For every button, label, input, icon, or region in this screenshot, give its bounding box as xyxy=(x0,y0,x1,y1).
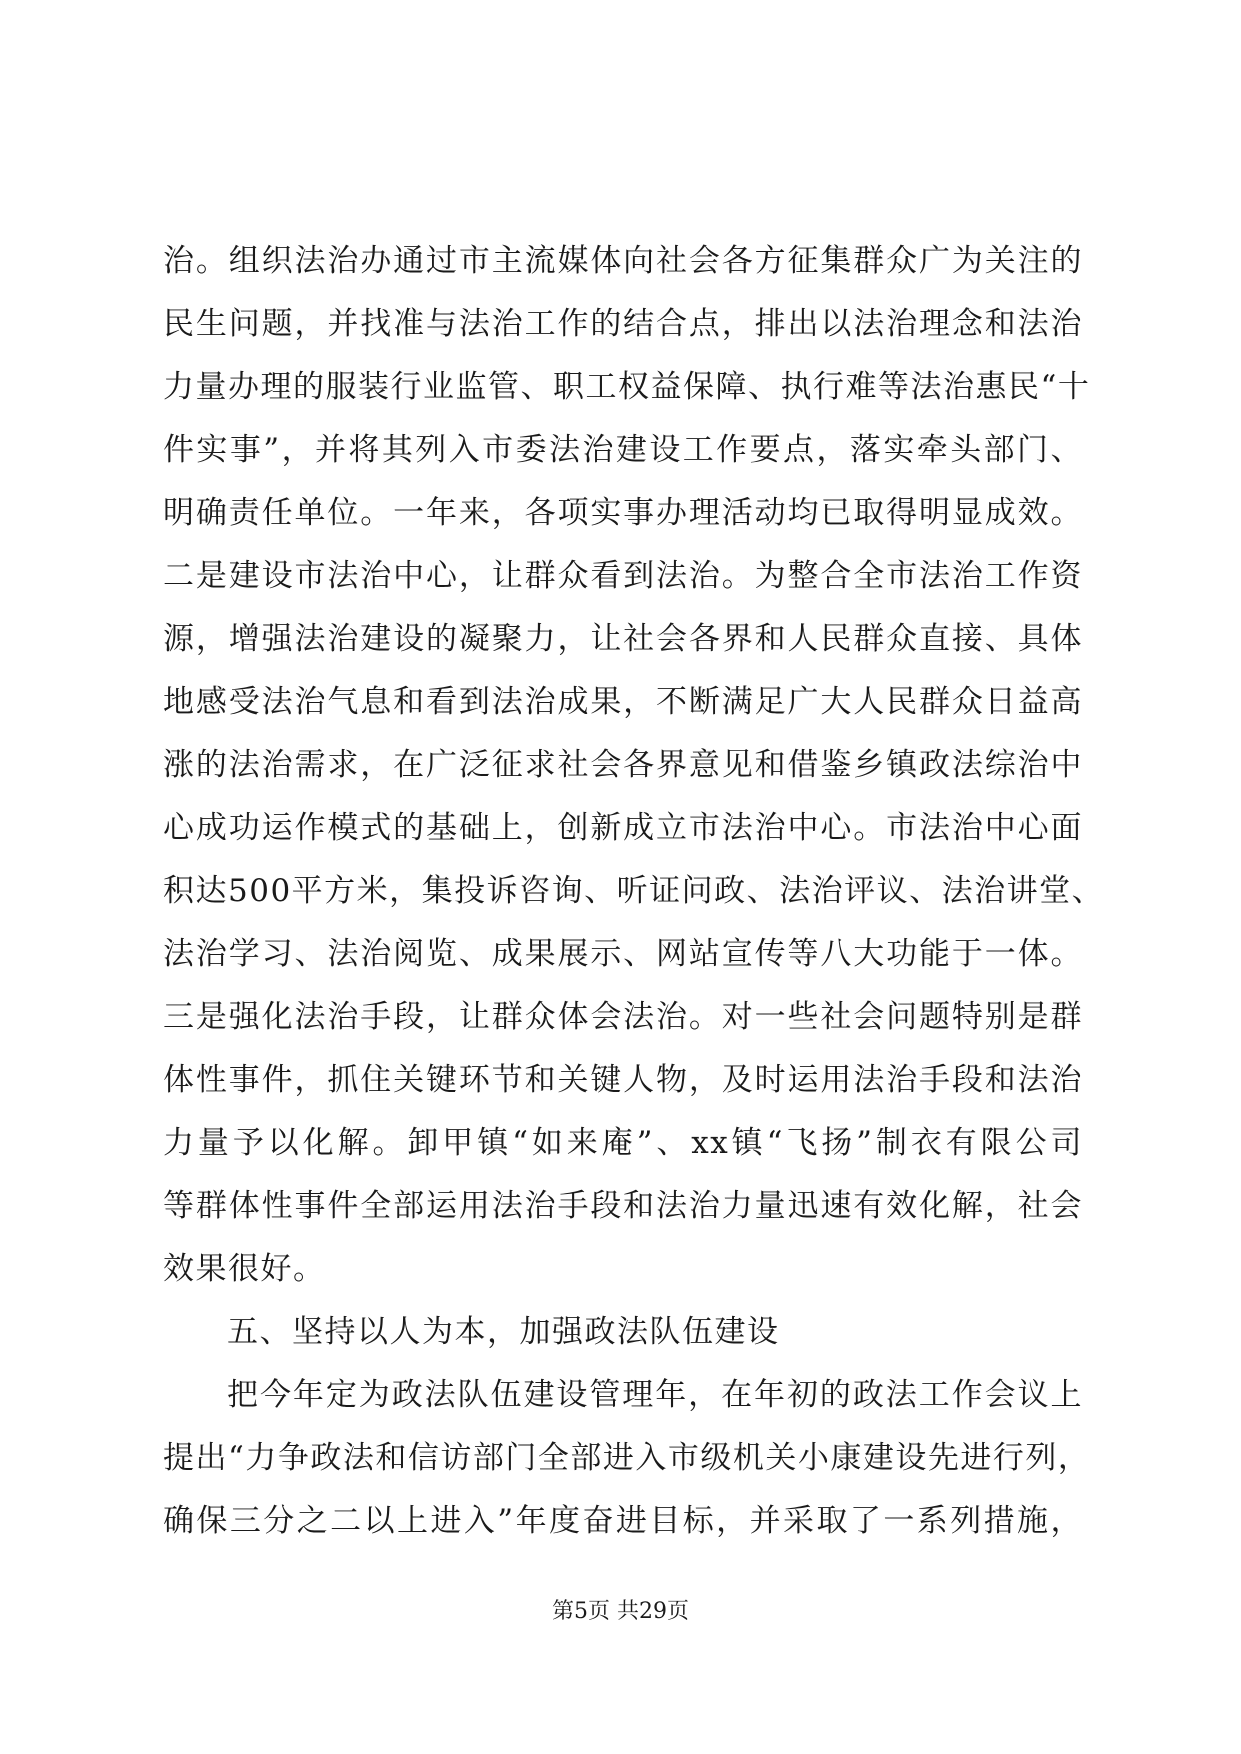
text-line: 三是强化法治手段，让群众体会法治。对一些社会问题特别是群 xyxy=(163,999,1083,1035)
text-line: 确保三分之二以上进入”年度奋进目标，并采取了一系列措施， xyxy=(163,1503,1083,1539)
text-line: 体性事件，抓住关键环节和关键人物，及时运用法治手段和法治 xyxy=(163,1062,1083,1098)
text-line: 治。组织法治办通过市主流媒体向社会各方征集群众广为关注的 xyxy=(163,243,1083,279)
text-line: 明确责任单位。一年来，各项实事办理活动均已取得明显成效。 xyxy=(163,495,1083,531)
text-line: 力量办理的服装行业监管、职工权益保障、执行难等法治惠民“十 xyxy=(163,369,1091,405)
text-line: 提出“力争政法和信访部门全部进入市级机关小康建设先进行列， xyxy=(163,1440,1091,1476)
text-line: 效果很好。 xyxy=(163,1251,326,1287)
text-line: 等群体性事件全部运用法治手段和法治力量迅速有效化解，社会 xyxy=(163,1188,1083,1224)
text-line: 地感受法治气息和看到法治成果，不断满足广大人民群众日益高 xyxy=(163,684,1083,720)
text-line: 力量予以化解。卸甲镇“如来庵”、xx镇“飞扬”制衣有限公司 xyxy=(163,1125,1083,1161)
text-line: 民生问题，并找准与法治工作的结合点，排出以法治理念和法治 xyxy=(163,306,1083,342)
text-line: 件实事”，并将其列入市委法治建设工作要点，落实牵头部门、 xyxy=(163,432,1083,468)
text-line: 二是建设市法治中心，让群众看到法治。为整合全市法治工作资 xyxy=(163,558,1083,594)
text-line: 把今年定为政法队伍建设管理年，在年初的政法工作会议上 xyxy=(227,1377,1083,1413)
page-footer: 第5页 共29页 xyxy=(552,1599,689,1624)
text-line: 积达500平方米，集投诉咨询、听证问政、法治评议、法治讲堂、 xyxy=(163,873,1105,909)
section-heading: 五、坚持以人为本，加强政法队伍建设 xyxy=(227,1314,780,1350)
text-line: 涨的法治需求，在广泛征求社会各界意见和借鉴乡镇政法综治中 xyxy=(163,747,1083,783)
text-line: 心成功运作模式的基础上，创新成立市法治中心。市法治中心面 xyxy=(163,810,1083,846)
body-text xyxy=(163,230,1105,1553)
text-line: 法治学习、法治阅览、成果展示、网站宣传等八大功能于一体。 xyxy=(163,936,1083,972)
text-line: 源，增强法治建设的凝聚力，让社会各界和人民群众直接、具体 xyxy=(163,621,1083,657)
